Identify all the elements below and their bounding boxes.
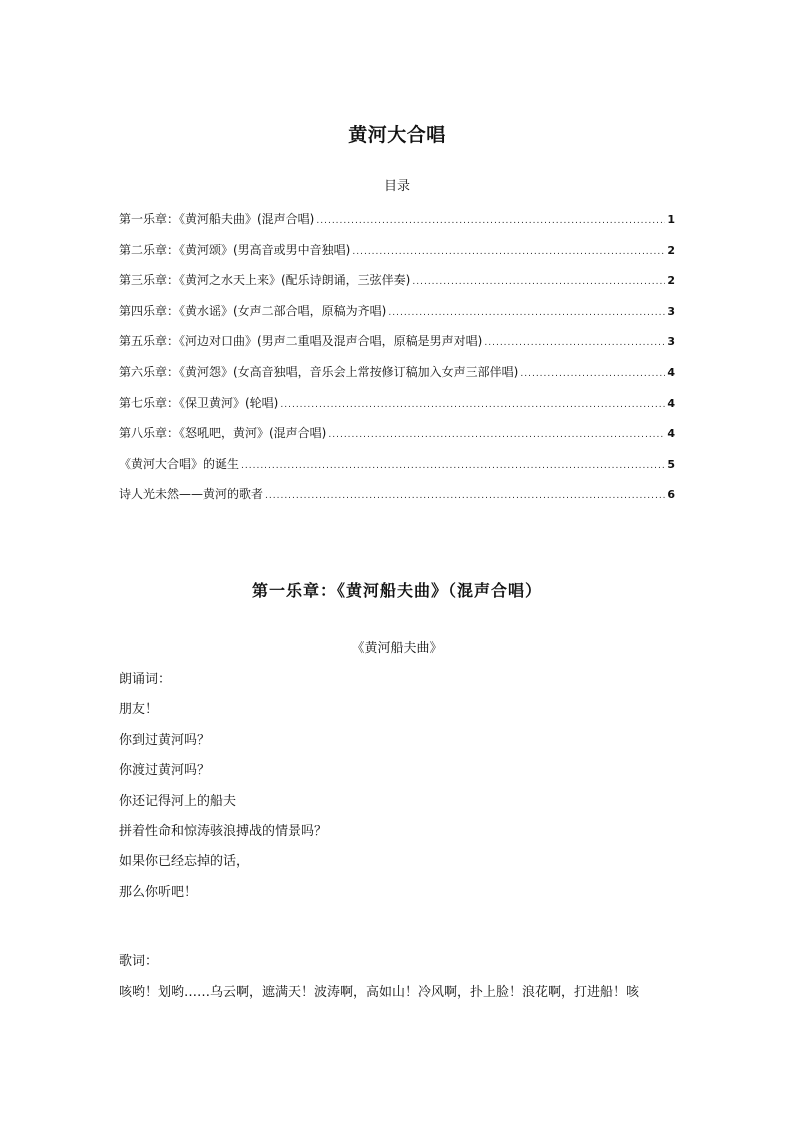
toc-page-number: 3: [667, 335, 675, 349]
toc-entry-chapter-8[interactable]: [119, 424, 675, 455]
recitation-line: 那么你听吧！: [119, 884, 198, 900]
toc-entry-text: 第六乐章：《黄河怨》(女高音独唱，音乐会上常按修订稿加入女声三部伴唱): [119, 364, 519, 379]
recitation-line: 你到过黄河吗？: [119, 732, 211, 748]
recitation-line: 如果你已经忘掉的话，: [119, 854, 250, 870]
toc-page-number: 1: [667, 213, 675, 226]
recitation-line: 你还记得河上的船夫: [119, 793, 237, 809]
toc-dot-leader: [484, 334, 665, 352]
toc-dot-leader: [412, 273, 665, 291]
lyrics-line: 咳哟！划哟……乌云啊，遮满天！波涛啊，高如山！冷风啊，扑上脸！浪花啊，打进船！咳: [119, 985, 640, 1000]
toc-entry-text: 第二乐章：《黄河颂》(男高音或男中音独唱): [119, 242, 351, 257]
recitation-section: [119, 671, 679, 914]
toc-entry-poet[interactable]: [119, 485, 675, 516]
toc-entry-text: 《黄河大合唱》的诞生: [119, 456, 240, 471]
toc-heading: 目录: [383, 179, 410, 194]
toc-entry-chapter-7[interactable]: [119, 394, 675, 425]
toc-dot-leader: [280, 396, 665, 414]
toc-entry-text: 第一乐章：《黄河船夫曲》(混声合唱): [119, 212, 315, 226]
toc-entry-chapter-2[interactable]: [119, 241, 675, 272]
toc-page-number: 3: [667, 304, 675, 318]
toc-entry-text: 第八乐章：《怒吼吧，黄河》(混声合唱): [119, 426, 327, 441]
toc-dot-leader: [352, 243, 665, 261]
toc-page-number: 2: [667, 274, 675, 288]
toc-dot-leader: [520, 365, 665, 383]
recitation-line: 拼着性命和惊涛骇浪搏战的情景吗？: [119, 823, 328, 839]
recitation-label: 朗诵词：: [119, 672, 172, 687]
toc-page-number: 4: [667, 427, 675, 441]
toc-entry-text: 第三乐章：《黄河之水天上来》(配乐诗朗诵，三弦伴奏): [119, 273, 411, 288]
song-title: 《黄河船夫曲》: [351, 641, 443, 656]
toc-page-number: 2: [667, 243, 675, 257]
toc-dot-leader: [388, 304, 665, 322]
toc-entry-birth[interactable]: [119, 455, 675, 486]
lyrics-section: [119, 953, 679, 1015]
toc-page-number: 6: [667, 488, 675, 502]
toc-entry-text: 第五乐章：《河边对口曲》(男声二重唱及混声合唱，原稿是男声对唱): [119, 334, 483, 349]
toc-entry-chapter-4[interactable]: [119, 302, 675, 333]
chapter-title: 第一乐章：《黄河船夫曲》（混声合唱）: [251, 581, 542, 600]
toc-entry-chapter-3[interactable]: [119, 271, 675, 302]
toc-page-number: 4: [667, 365, 675, 379]
toc-entry-text: 诗人光未然——黄河的歌者: [119, 487, 264, 502]
toc-dot-leader: [265, 487, 665, 505]
lyrics-label: 歌词：: [119, 954, 159, 969]
toc-entry-chapter-6[interactable]: [119, 363, 675, 394]
toc-dot-leader: [241, 457, 665, 475]
toc-entry-chapter-1[interactable]: [119, 210, 675, 241]
recitation-line: 朋友！: [119, 702, 159, 718]
toc-dot-leader: [328, 426, 665, 444]
recitation-line: 你渡过黄河吗？: [119, 763, 211, 779]
table-of-contents: [119, 210, 675, 516]
toc-entry-text: 第七乐章：《保卫黄河》(轮唱): [119, 395, 279, 410]
toc-dot-leader: [316, 212, 665, 230]
document-title: 黄河大合唱: [348, 124, 446, 146]
toc-entry-text: 第四乐章：《黄水谣》(女声二部合唱，原稿为齐唱): [119, 303, 387, 318]
toc-page-number: 4: [667, 396, 675, 410]
toc-entry-chapter-5[interactable]: [119, 332, 675, 363]
toc-page-number: 5: [667, 457, 675, 471]
